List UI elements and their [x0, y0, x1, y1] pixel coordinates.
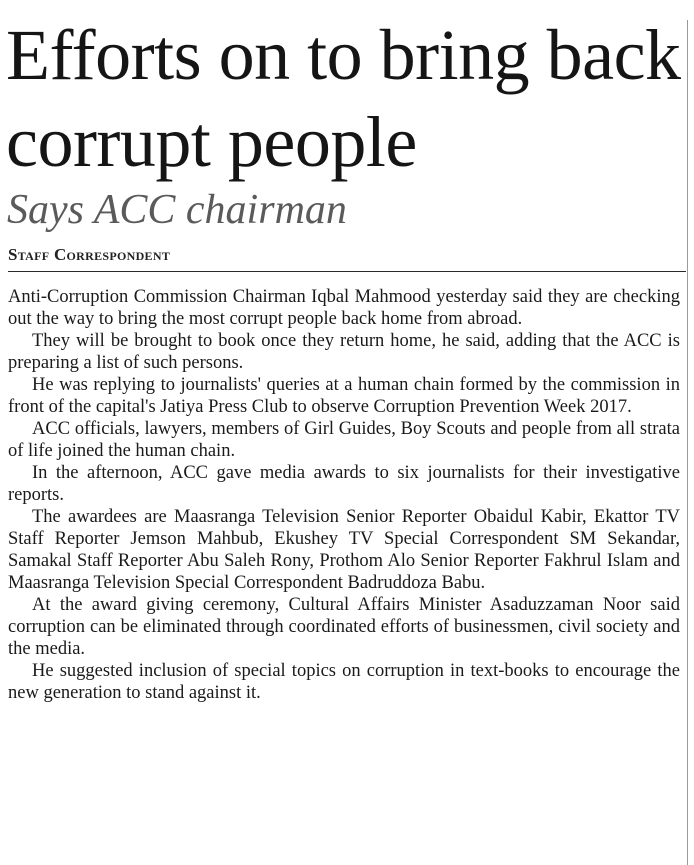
- paragraph-1: Anti-Corruption Commission Chairman Iqbal Mahmood yesterday said they are checking out the way to bring the most corrupt people back home from abroad.: [8, 287, 680, 329]
- column-rule: [687, 20, 688, 865]
- paragraph-7: At the award giving ceremony, Cultural Affairs Minister Asaduzzaman Noor said corruption can be eliminated through coordinated efforts of businessmen, civil society and the media.: [8, 595, 680, 659]
- paragraph-2: They will be brought to book once they return home, he said, adding that the ACC is preparing a list of such persons.: [8, 331, 680, 373]
- paragraph-3: He was replying to journalists' queries at a human chain formed by the commission in front of the capital's Jatiya Press Club to observe Corruption Prevention Week 2017.: [8, 375, 680, 417]
- headline: Efforts on to bring back corrupt people: [6, 15, 681, 182]
- article-body: [8, 286, 680, 704]
- paragraph-6: The awardees are Maasranga Television Senior Reporter Obaidul Kabir, Ekattor TV Staff Reporter Jemson Mahbub, Ekushey TV Special Correspondent SM Sekandar, Samakal Staff Reporter Abu Saleh Rony, Prothom Alo Senior Reporter Fakhrul Islam and Maasranga Television Special Correspondent Badruddoza Babu.: [8, 507, 680, 593]
- byline: Staff Correspondent: [8, 245, 171, 264]
- paragraph-8: He suggested inclusion of special topics on corruption in text-books to encourage the new generation to stand against it.: [8, 661, 680, 703]
- byline-divider: [8, 271, 686, 272]
- paragraph-4: ACC officials, lawyers, members of Girl Guides, Boy Scouts and people from all strata of life joined the human chain.: [8, 419, 680, 461]
- paragraph-5: In the afternoon, ACC gave media awards to six journalists for their investigative reports.: [8, 463, 680, 505]
- subheadline: Says ACC chairman: [7, 187, 347, 233]
